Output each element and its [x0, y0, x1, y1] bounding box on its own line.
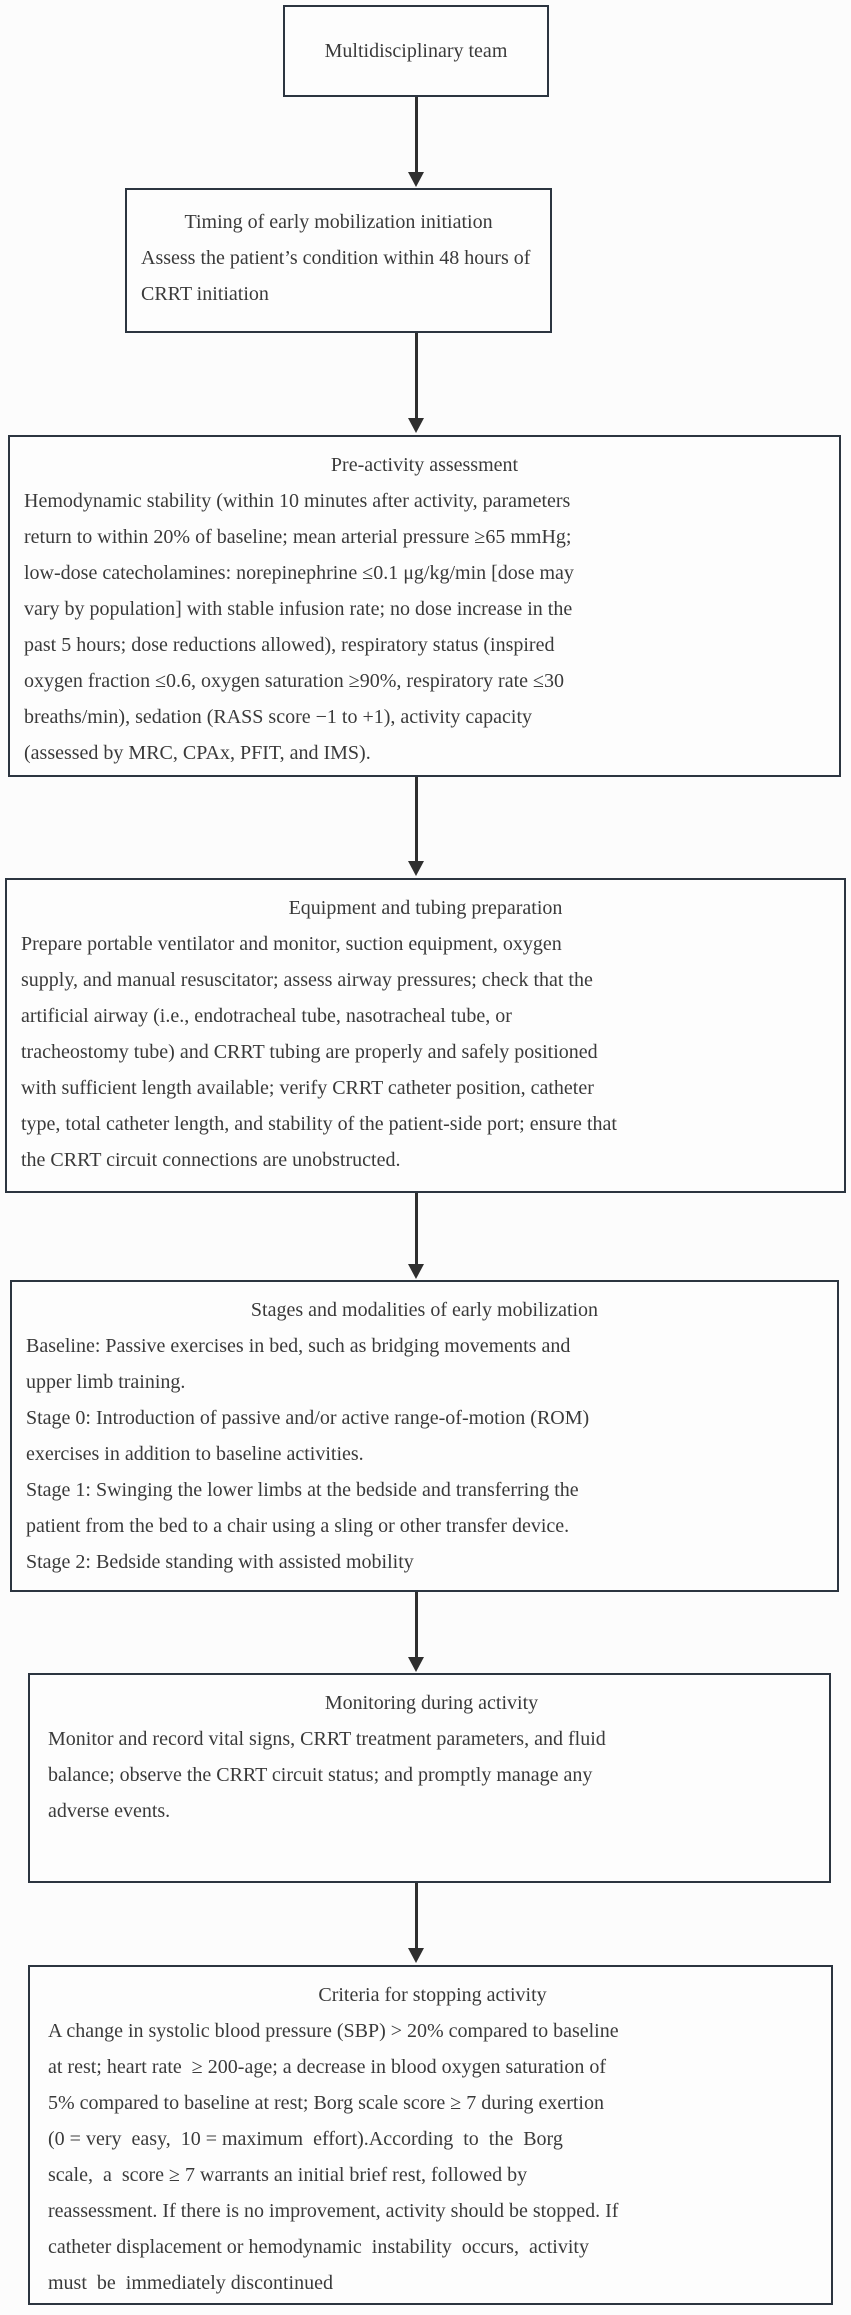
- flow-node-equipment-and-tubing-preparation: [5, 878, 846, 1193]
- flow-arrow-down-4: [407, 1193, 425, 1279]
- node-text-line: Hemodynamic stability (within 10 minutes after activity, parameters: [24, 490, 571, 512]
- node-text-line: tracheostomy tube) and CRRT tubing are properly and safely positioned: [21, 1041, 598, 1063]
- node-title: Timing of early mobilization initiation: [184, 211, 493, 233]
- node-title: Monitoring during activity: [324, 1692, 539, 1714]
- node-text-line: CRRT initiation: [141, 283, 269, 305]
- node-text-line: artificial airway (i.e., endotracheal tube, nasotracheal tube, or: [21, 1005, 512, 1027]
- node-text-line: Assess the patient’s condition within 48 hours of: [141, 247, 531, 269]
- node-text-line: exercises in addition to baseline activities.: [26, 1443, 364, 1465]
- flow-node-multidisciplinary-team: [283, 5, 549, 97]
- node-title: Stages and modalities of early mobilization: [250, 1299, 599, 1321]
- node-text-line: patient from the bed to a chair using a sling or other transfer device.: [26, 1515, 570, 1537]
- flow-node-pre-activity-assessment: [8, 435, 841, 777]
- node-text-line: with sufficient length available; verify CRRT catheter position, catheter: [21, 1077, 594, 1099]
- flow-node-stages-and-modalities: [10, 1280, 839, 1592]
- node-text-line: at rest; heart rate ≥ 200-age; a decrease in blood oxygen saturation of: [48, 2056, 606, 2078]
- node-text-line: supply, and manual resuscitator; assess airway pressures; check that the: [21, 969, 593, 991]
- node-text-line: A change in systolic blood pressure (SBP) > 20% compared to baseline: [48, 2020, 619, 2042]
- node-text-line: type, total catheter length, and stability of the patient-side port; ensure that: [21, 1113, 617, 1135]
- node-text-line: past 5 hours; dose reductions allowed), respiratory status (inspired: [24, 634, 555, 656]
- node-text-line: adverse events.: [48, 1800, 171, 1822]
- flow-node-criteria-for-stopping-activity: [28, 1965, 833, 2305]
- flow-arrow-down-6: [407, 1883, 425, 1963]
- node-text-line: (assessed by MRC, CPAx, PFIT, and IMS).: [24, 742, 371, 764]
- node-text-line: breaths/min), sedation (RASS score −1 to +1), activity capacity: [24, 706, 532, 728]
- node-title: Equipment and tubing preparation: [288, 897, 563, 919]
- node-text-line: 5% compared to baseline at rest; Borg scale score ≥ 7 during exertion: [48, 2092, 604, 2114]
- flow-arrow-down-2: [407, 333, 425, 433]
- node-text-line: balance; observe the CRRT circuit status; and promptly manage any: [48, 1764, 593, 1786]
- node-text-line: Stage 0: Introduction of passive and/or active range-of-motion (ROM): [26, 1407, 590, 1429]
- node-text-line: reassessment. If there is no improvement, activity should be stopped. If: [48, 2200, 619, 2222]
- flow-node-timing-of-early-mobilization: [125, 188, 552, 333]
- node-text-line: Monitor and record vital signs, CRRT treatment parameters, and fluid: [48, 1728, 606, 1750]
- node-text-line: Stage 1: Swinging the lower limbs at the bedside and transferring the: [26, 1479, 579, 1501]
- node-text-line: must be immediately discontinued: [48, 2272, 333, 2294]
- node-text-line: low-dose catecholamines: norepinephrine ≤0.1 μg/kg/min [dose may: [24, 562, 574, 584]
- node-text-line: the CRRT circuit connections are unobstructed.: [21, 1149, 401, 1171]
- flow-arrow-down-5: [407, 1592, 425, 1672]
- node-text-line: (0 = very easy, 10 = maximum effort).According to the Borg: [48, 2128, 563, 2150]
- node-title: Pre-activity assessment: [330, 454, 519, 476]
- node-title: Multidisciplinary team: [324, 40, 508, 62]
- node-text-line: return to within 20% of baseline; mean arterial pressure ≥65 mmHg;: [24, 526, 572, 548]
- node-text-line: catheter displacement or hemodynamic instability occurs, activity: [48, 2236, 589, 2258]
- node-text-line: Stage 2: Bedside standing with assisted mobility: [26, 1551, 414, 1573]
- node-text-line: Prepare portable ventilator and monitor, suction equipment, oxygen: [21, 933, 562, 955]
- node-text-line: upper limb training.: [26, 1371, 186, 1393]
- node-text-line: vary by population] with stable infusion rate; no dose increase in the: [24, 598, 573, 620]
- node-text-line: scale, a score ≥ 7 warrants an initial brief rest, followed by: [48, 2164, 528, 2186]
- node-title: Criteria for stopping activity: [318, 1984, 547, 2006]
- flow-node-monitoring-during-activity: [28, 1673, 831, 1883]
- flow-arrow-down-3: [407, 777, 425, 876]
- flow-arrow-down-1: [407, 97, 425, 187]
- node-text-line: Baseline: Passive exercises in bed, such as bridging movements and: [26, 1335, 571, 1357]
- node-text-line: oxygen fraction ≤0.6, oxygen saturation ≥90%, respiratory rate ≤30: [24, 670, 564, 692]
